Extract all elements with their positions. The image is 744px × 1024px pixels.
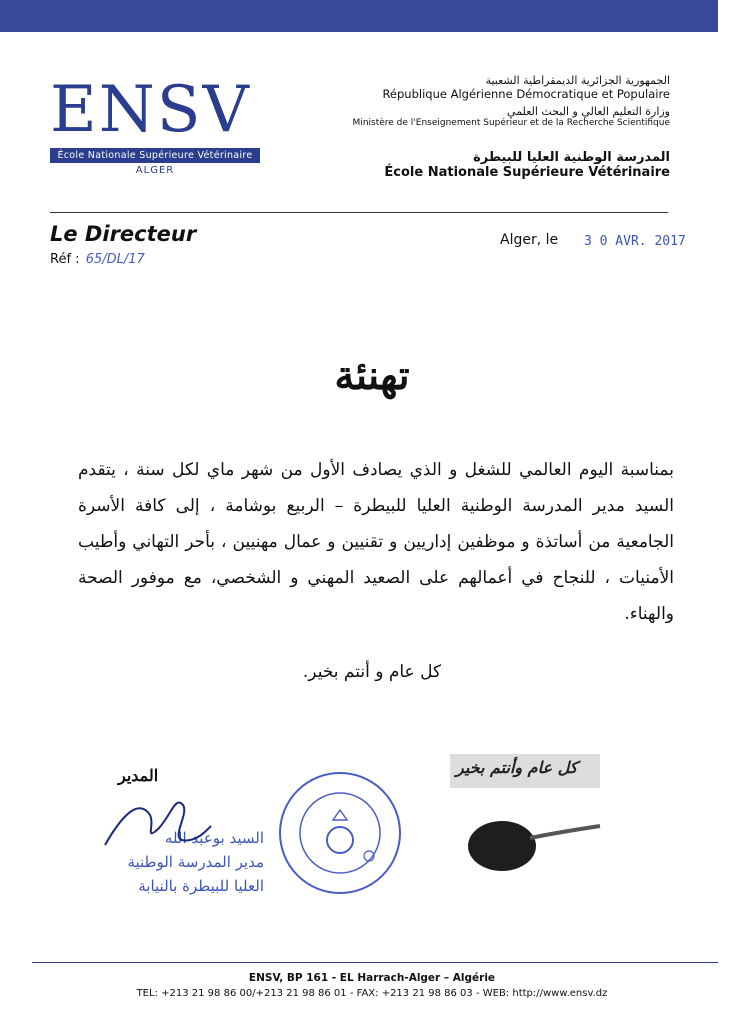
school-arabic: المدرسة الوطنية العليا للبيطرة	[473, 150, 670, 165]
signature-role-cont: العليا للبيطرة بالنيابة	[138, 877, 264, 895]
greeting-card-image	[440, 748, 630, 880]
logo-wordmark: ENSV	[50, 73, 251, 147]
logo-band-text: École Nationale Supérieure Vétérinaire	[50, 148, 260, 163]
handwritten-signature-icon	[95, 790, 215, 860]
school-french: École Nationale Supérieure Vétérinaire	[384, 165, 670, 180]
footer-contacts: TEL: +213 21 98 86 00/+213 21 98 86 01 - FAX: +213 21 98 86 03 - WEB: http://www.ensv.dz	[136, 988, 608, 999]
place-label: Alger, le	[500, 232, 559, 248]
ministry-arabic: وزارة التعليم العالي و البحث العلمي	[507, 105, 670, 118]
signature-role: مدير المدرسة الوطنية	[127, 853, 264, 871]
republic-french: République Algérienne Démocratique et Populaire	[382, 87, 670, 101]
school-header	[384, 150, 670, 180]
reference-label: Réf :	[50, 252, 80, 267]
footer-divider	[32, 962, 718, 963]
greeting-text: كل عام وأنتم بخير	[456, 758, 578, 777]
letter-body: بمناسبة اليوم العالمي للشغل و الذي يصادف الأول من شهر ماي لكل سنة ، يتقدم السيد مدير المدرسة الوطنية العليا للبيطرة – الربيع بوشامة ، إلى كافة الأسرة الجامعية من أساتذة و موظفين إداريين و تقنيين و عمال مهنيين ، بأحر التهاني وأطيب الأمنيات ، للنجاح في أعمالهم على الصعيد المهني و الشخصي، مع موفور الصحة والهناء.	[78, 460, 674, 624]
letter-wish: كل عام و أنتم بخير.	[302, 662, 442, 682]
signature-name: السيد بوعبد الله	[164, 829, 264, 847]
signatory-title: Le Directeur	[50, 222, 197, 246]
footer-address: ENSV, BP 161 - EL Harrach-Alger – Algérie	[248, 972, 496, 984]
header-divider	[50, 212, 668, 213]
top-color-bar	[0, 0, 718, 32]
logo-city: ALGER	[135, 165, 175, 176]
letter-title: تهنئة	[334, 352, 410, 399]
date-stamp: 3 0 AVR. 2017	[584, 234, 686, 249]
reference-value: 65/DL/17	[85, 252, 145, 267]
republic-header	[353, 74, 670, 128]
tied-bag-icon	[440, 788, 630, 878]
reference	[50, 252, 145, 267]
official-seal-icon	[275, 768, 405, 898]
ministry-french: Ministère de l'Enseignement Supérieur et de la Recherche Scientifique	[352, 118, 670, 128]
ensv-logo	[50, 73, 260, 176]
republic-arabic: الجمهورية الجزائرية الديمقراطية الشعبية	[485, 74, 670, 87]
director-title-arabic: المدير	[118, 766, 159, 785]
